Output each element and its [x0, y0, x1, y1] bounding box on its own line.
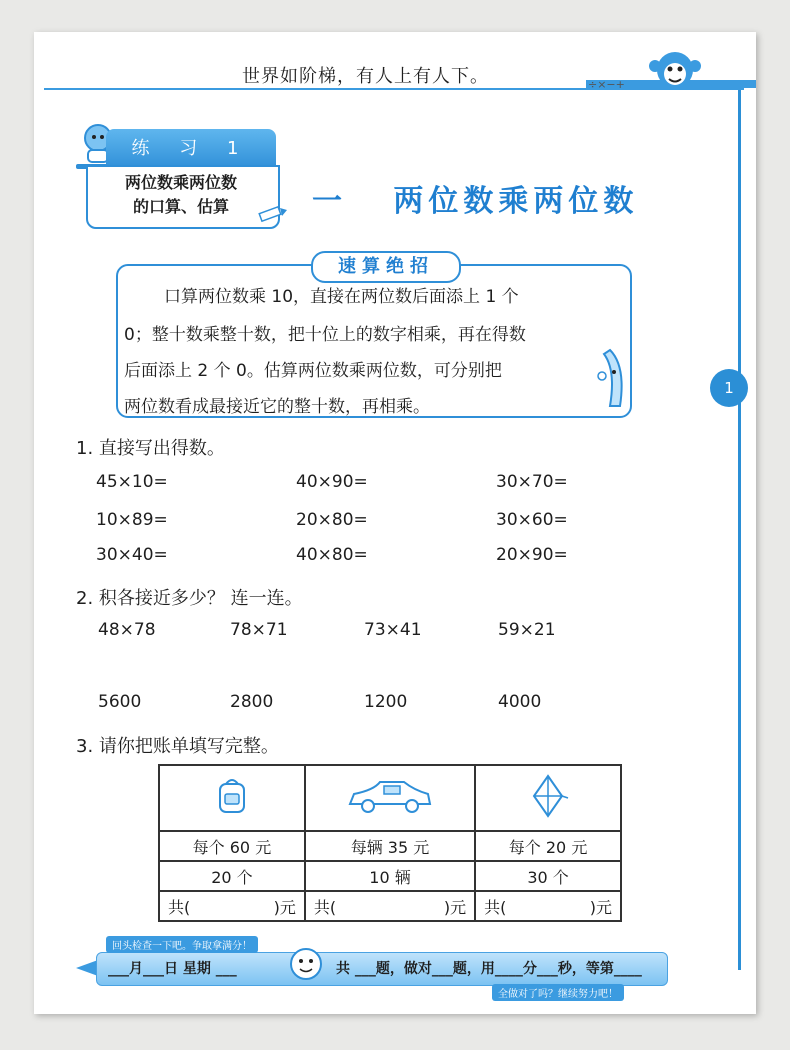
- q1-expression: 30×60=: [496, 510, 568, 530]
- banana-character-icon: [596, 346, 632, 412]
- total-cell[interactable]: [475, 891, 621, 921]
- footer-top-note: 回头检查一下吧。争取拿满分！: [106, 936, 258, 953]
- price-cell: 每个 60 元: [159, 831, 305, 861]
- header-motto: 世界如阶梯，有人上有人下。: [242, 66, 489, 87]
- total-suffix: )元: [589, 897, 612, 917]
- q1-expression: 40×80=: [296, 545, 368, 565]
- footer-mascot-icon: [286, 944, 326, 984]
- practice-badge: [86, 125, 282, 229]
- car-icon: [344, 776, 436, 816]
- q2-product[interactable]: 59×21: [498, 620, 556, 640]
- question-3-title: 3. 请你把账单填写完整。: [76, 736, 279, 757]
- bill-table: [158, 764, 622, 922]
- q2-estimate[interactable]: 1200: [364, 692, 408, 712]
- price-cell: 每辆 35 元: [305, 831, 475, 861]
- q1-expression: 30×70=: [496, 472, 568, 492]
- practice-title-line-2: 的口算、估算: [132, 197, 229, 216]
- footer-bottom-note: 全做对了吗？继续努力吧！: [492, 984, 624, 1001]
- q1-expression: 20×80=: [296, 510, 368, 530]
- pencil-icon: [258, 204, 288, 224]
- q2-estimate[interactable]: 4000: [498, 692, 542, 712]
- quantity-cell: 20 个: [159, 861, 305, 891]
- header-math-decoration: ÷×−+: [588, 78, 625, 91]
- total-prefix: 共(: [484, 897, 507, 917]
- price-cell: 每个 20 元: [475, 831, 621, 861]
- kite-icon: [526, 774, 570, 818]
- item-cell: [305, 765, 475, 831]
- total-suffix: )元: [273, 897, 296, 917]
- backpack-icon: [214, 776, 250, 816]
- right-margin-rule: [738, 90, 741, 970]
- total-prefix: 共(: [313, 897, 337, 917]
- q1-expression: 20×90=: [496, 545, 568, 565]
- footer-record: 共 ___题，做对___题，用____分___秒，等第____: [336, 961, 642, 977]
- q1-expression: 10×89=: [96, 510, 168, 530]
- q2-estimate[interactable]: 5600: [98, 692, 142, 712]
- page-number-badge: 1: [710, 369, 748, 407]
- total-prefix: 共(: [168, 897, 191, 917]
- table-row: [159, 861, 621, 891]
- table-row: [159, 891, 621, 921]
- quantity-cell: 30 个: [475, 861, 621, 891]
- question-2-title: 2. 积各接近多少？ 连一连。: [76, 588, 303, 609]
- item-cell: [159, 765, 305, 831]
- quantity-cell: 10 辆: [305, 861, 475, 891]
- table-row: [159, 831, 621, 861]
- tip-line-1: 口算两位数乘 10，直接在两位数后面添上 1 个: [164, 287, 519, 307]
- practice-tab: 练 习 1: [106, 129, 276, 169]
- chapter-title: [312, 176, 638, 220]
- table-row: [159, 765, 621, 831]
- chapter-number: 一: [312, 184, 347, 219]
- q2-product[interactable]: 73×41: [364, 620, 422, 640]
- q2-product[interactable]: 78×71: [230, 620, 288, 640]
- tip-line-4: 两位数看成最接近它的整十数，再相乘。: [124, 397, 430, 417]
- q1-expression: 40×90=: [296, 472, 368, 492]
- q1-expression: 30×40=: [96, 545, 168, 565]
- total-suffix: )元: [443, 897, 467, 917]
- practice-title-line-1: 两位数乘两位数: [124, 173, 237, 192]
- chapter-name: 两位数乘两位数: [393, 184, 639, 219]
- question-1-title: 1. 直接写出得数。: [76, 438, 225, 459]
- q1-expression: 45×10=: [96, 472, 168, 492]
- footer-date-label: ___月___日 星期 ___: [108, 961, 237, 977]
- total-cell[interactable]: [159, 891, 305, 921]
- arrow-decoration-icon: [72, 958, 98, 978]
- total-cell[interactable]: [305, 891, 475, 921]
- practice-title: [86, 171, 276, 219]
- tip-line-3: 后面添上 2 个 0。估算两位数乘两位数，可分别把: [124, 361, 502, 381]
- monkey-mascot-icon: [645, 46, 705, 96]
- q2-estimate[interactable]: 2800: [230, 692, 274, 712]
- tip-label: 速算绝招: [311, 251, 461, 283]
- tip-line-2: 0；整十数乘整十数，把十位上的数字相乘，再在得数: [124, 325, 526, 345]
- item-cell: [475, 765, 621, 831]
- header-rule: [44, 88, 744, 90]
- q2-product[interactable]: 48×78: [98, 620, 156, 640]
